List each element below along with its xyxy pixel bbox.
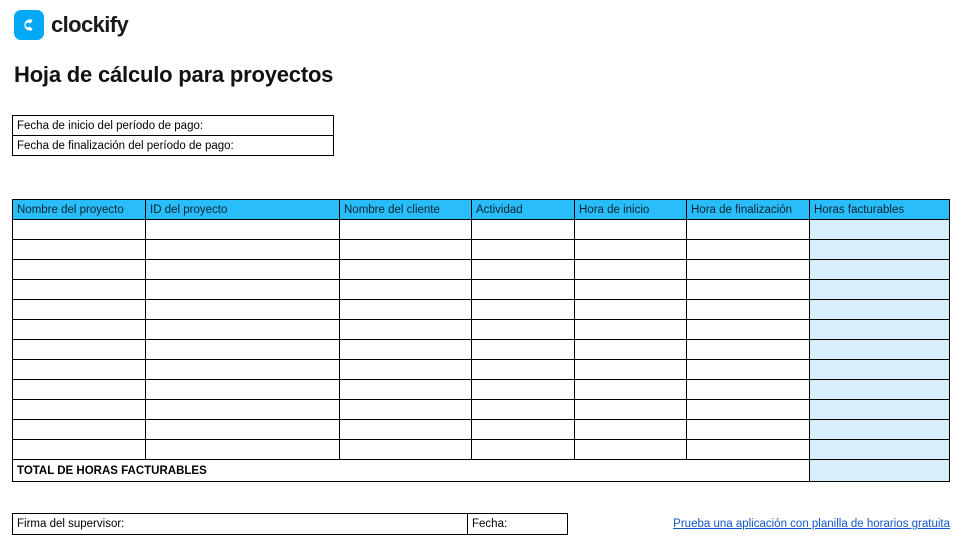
cell-end-time[interactable] — [687, 280, 810, 300]
brand-name: clockify — [51, 12, 129, 37]
cell-activity[interactable] — [472, 400, 575, 420]
cell-start-time[interactable] — [575, 300, 687, 320]
cell-start-time[interactable] — [575, 280, 687, 300]
cell-billable-hours[interactable] — [810, 320, 950, 340]
cell-project-name[interactable] — [13, 320, 146, 340]
cell-project-name[interactable] — [13, 260, 146, 280]
free-timesheet-app-link[interactable]: Prueba una aplicación con planilla de horarios gratuita — [673, 518, 950, 530]
cell-client-name[interactable] — [340, 440, 472, 460]
cell-project-id[interactable] — [146, 380, 340, 400]
cell-activity[interactable] — [472, 240, 575, 260]
cell-client-name[interactable] — [340, 260, 472, 280]
total-label: TOTAL DE HORAS FACTURABLES — [13, 460, 810, 482]
cell-project-id[interactable] — [146, 440, 340, 460]
project-timesheet-table — [12, 199, 950, 482]
pay-period-block — [12, 115, 334, 156]
pay-period-start-row[interactable]: Fecha de inicio del período de pago: — [13, 116, 333, 136]
table-row[interactable] — [13, 260, 950, 280]
cell-project-id[interactable] — [146, 280, 340, 300]
column-header-project-name: Nombre del proyecto — [13, 200, 146, 220]
cell-activity[interactable] — [472, 380, 575, 400]
cell-project-name[interactable] — [13, 340, 146, 360]
cell-billable-hours[interactable] — [810, 340, 950, 360]
cell-project-name[interactable] — [13, 360, 146, 380]
table-row[interactable] — [13, 300, 950, 320]
cell-activity[interactable] — [472, 360, 575, 380]
table-header — [13, 200, 950, 220]
cell-billable-hours[interactable] — [810, 360, 950, 380]
cell-billable-hours[interactable] — [810, 420, 950, 440]
signature-block — [12, 513, 568, 535]
table-row[interactable] — [13, 360, 950, 380]
cell-client-name[interactable] — [340, 320, 472, 340]
signature-date-field[interactable]: Fecha: — [472, 518, 508, 530]
cell-billable-hours[interactable] — [810, 260, 950, 280]
total-row — [13, 460, 950, 482]
cell-start-time[interactable] — [575, 380, 687, 400]
cell-project-id[interactable] — [146, 400, 340, 420]
cell-project-id[interactable] — [146, 360, 340, 380]
cell-end-time[interactable] — [687, 240, 810, 260]
cell-start-time[interactable] — [575, 440, 687, 460]
cell-billable-hours[interactable] — [810, 440, 950, 460]
cell-project-name[interactable] — [13, 280, 146, 300]
cell-project-id[interactable] — [146, 260, 340, 280]
cell-billable-hours[interactable] — [810, 380, 950, 400]
cell-project-id[interactable] — [146, 340, 340, 360]
cell-project-id[interactable] — [146, 240, 340, 260]
cell-end-time[interactable] — [687, 380, 810, 400]
page-title: Hoja de cálculo para proyectos — [14, 62, 334, 87]
cell-start-time[interactable] — [575, 260, 687, 280]
cell-start-time[interactable] — [575, 420, 687, 440]
cell-project-id[interactable] — [146, 420, 340, 440]
cell-project-name[interactable] — [13, 240, 146, 260]
clockify-logo-icon — [14, 10, 44, 40]
cell-client-name[interactable] — [340, 380, 472, 400]
cell-end-time[interactable] — [687, 300, 810, 320]
table-row[interactable] — [13, 380, 950, 400]
pay-period-end-row[interactable]: Fecha de finalización del período de pago: — [13, 136, 333, 156]
cell-activity[interactable] — [472, 340, 575, 360]
cell-client-name[interactable] — [340, 280, 472, 300]
cell-project-name[interactable] — [13, 220, 146, 240]
cell-end-time[interactable] — [687, 440, 810, 460]
table-row[interactable] — [13, 220, 950, 240]
cell-client-name[interactable] — [340, 240, 472, 260]
cell-end-time[interactable] — [687, 420, 810, 440]
cell-end-time[interactable] — [687, 220, 810, 240]
table-header-row — [13, 200, 950, 220]
total-billable-hours-value[interactable] — [810, 460, 950, 482]
cell-activity[interactable] — [472, 320, 575, 340]
cell-start-time[interactable] — [575, 320, 687, 340]
column-header-start-time: Hora de inicio — [575, 200, 687, 220]
table-body — [13, 220, 950, 482]
cell-start-time[interactable] — [575, 360, 687, 380]
cell-activity[interactable] — [472, 300, 575, 320]
table-row[interactable] — [13, 420, 950, 440]
cell-start-time[interactable] — [575, 220, 687, 240]
cell-project-id[interactable] — [146, 220, 340, 240]
column-header-billable-hours: Horas facturables — [810, 200, 950, 220]
cell-start-time[interactable] — [575, 240, 687, 260]
cell-end-time[interactable] — [687, 320, 810, 340]
cell-project-name[interactable] — [13, 300, 146, 320]
column-header-activity: Actividad — [472, 200, 575, 220]
cell-client-name[interactable] — [340, 360, 472, 380]
table-row[interactable] — [13, 320, 950, 340]
cell-end-time[interactable] — [687, 360, 810, 380]
table-row[interactable] — [13, 240, 950, 260]
cell-project-id[interactable] — [146, 300, 340, 320]
cell-client-name[interactable] — [340, 220, 472, 240]
cell-end-time[interactable] — [687, 400, 810, 420]
cell-project-name[interactable] — [13, 380, 146, 400]
table-row[interactable] — [13, 440, 950, 460]
cell-project-name[interactable] — [13, 440, 146, 460]
cell-activity[interactable] — [472, 440, 575, 460]
cell-start-time[interactable] — [575, 340, 687, 360]
cell-end-time[interactable] — [687, 260, 810, 280]
cell-activity[interactable] — [472, 420, 575, 440]
cell-activity[interactable] — [472, 260, 575, 280]
cell-activity[interactable] — [472, 280, 575, 300]
cell-billable-hours[interactable] — [810, 300, 950, 320]
column-header-end-time: Hora de finalización — [687, 200, 810, 220]
cell-project-name[interactable] — [13, 400, 146, 420]
cell-billable-hours[interactable] — [810, 280, 950, 300]
table-row[interactable] — [13, 400, 950, 420]
cell-client-name[interactable] — [340, 340, 472, 360]
cell-end-time[interactable] — [687, 340, 810, 360]
column-header-client-name: Nombre del cliente — [340, 200, 472, 220]
brand-logo — [14, 10, 128, 40]
table-row[interactable] — [13, 340, 950, 360]
cell-billable-hours[interactable] — [810, 220, 950, 240]
supervisor-signature-field[interactable]: Firma del supervisor: — [13, 514, 468, 534]
table-row[interactable] — [13, 280, 950, 300]
cell-client-name[interactable] — [340, 420, 472, 440]
cell-client-name[interactable] — [340, 400, 472, 420]
cell-billable-hours[interactable] — [810, 400, 950, 420]
cell-billable-hours[interactable] — [810, 240, 950, 260]
cell-start-time[interactable] — [575, 400, 687, 420]
cell-client-name[interactable] — [340, 300, 472, 320]
cell-activity[interactable] — [472, 220, 575, 240]
cell-project-name[interactable] — [13, 420, 146, 440]
cell-project-id[interactable] — [146, 320, 340, 340]
column-header-project-id: ID del proyecto — [146, 200, 340, 220]
